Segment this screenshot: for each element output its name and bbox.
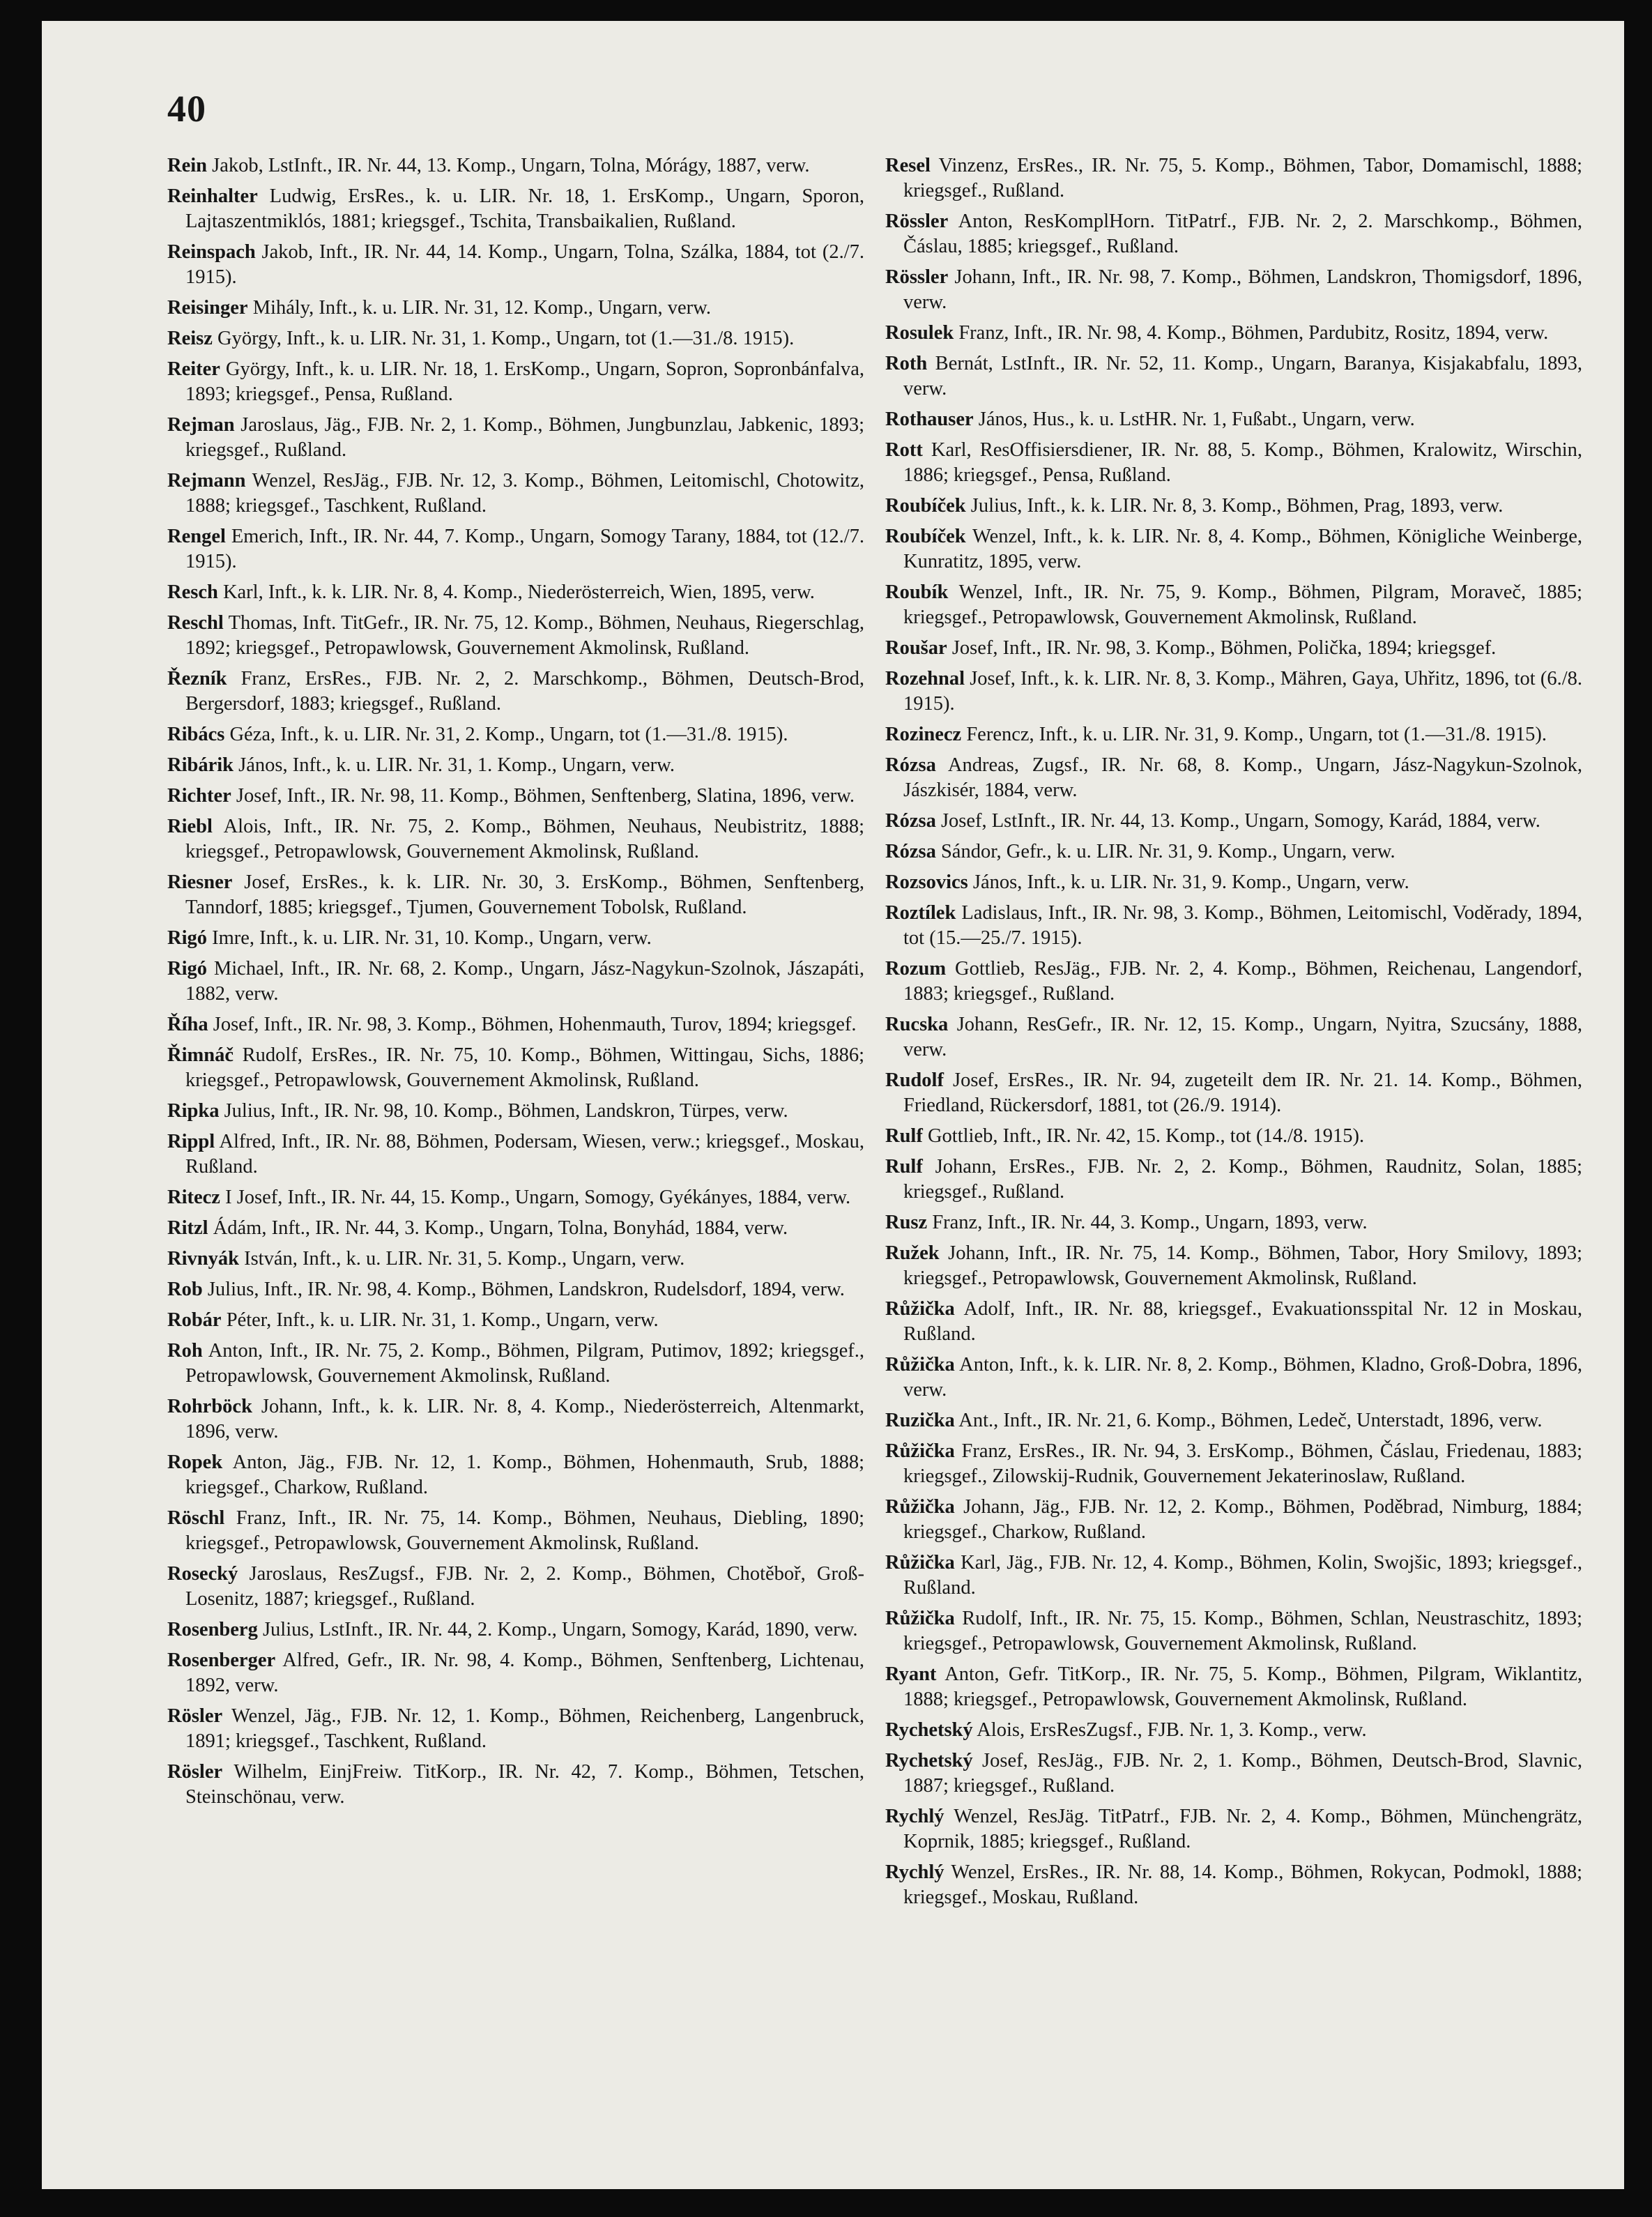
entry-details: Rudolf, Inft., IR. Nr. 75, 15. Komp., Böhmen, Schlan, Neustraschitz, 1893; kriegsgef., Petropawlowsk, Gouvernement Akmolinsk, Rußland. xyxy=(903,1608,1582,1654)
entry-surname: Roth xyxy=(885,353,928,374)
entry-surname: Ritecz xyxy=(167,1187,220,1208)
entry-surname: Roušar xyxy=(885,637,947,659)
entry-details: Péter, Inft., k. u. LIR. Nr. 31, 1. Komp., Ungarn, verw. xyxy=(221,1309,659,1331)
entry-surname: Rivnyák xyxy=(167,1248,239,1270)
entry-surname: Ruzička xyxy=(885,1410,955,1431)
entry-details: Anton, Inft., IR. Nr. 75, 2. Komp., Böhmen, Pilgram, Putimov, 1892; kriegsgef., Petropawlowsk, Gouvernement Akmolinsk, Rußland. xyxy=(185,1340,864,1387)
list-entry xyxy=(885,1297,1582,1347)
entry-surname: Rozum xyxy=(885,958,947,980)
entry-details: Johann, ErsRes., FJB. Nr. 2, 2. Komp., Böhmen, Raudnitz, Solan, 1885; kriegsgef., Rußland. xyxy=(903,1156,1582,1203)
list-entry xyxy=(167,1308,864,1333)
entry-details: György, Inft., k. u. LIR. Nr. 31, 1. Komp., Ungarn, tot (1.—31./8. 1915). xyxy=(212,328,795,349)
entry-surname: Rothauser xyxy=(885,409,974,430)
entry-details: Josef, Inft., IR. Nr. 98, 3. Komp., Böhmen, Polička, 1894; kriegsgef. xyxy=(947,637,1497,659)
entry-details: Alois, Inft., IR. Nr. 75, 2. Komp., Böhmen, Neuhaus, Neubistritz, 1888; kriegsgef., Petropawlowsk, Gouvernement Akmolinsk, Rußland. xyxy=(185,816,864,862)
list-entry xyxy=(167,870,864,920)
list-entry xyxy=(885,666,1582,717)
entry-surname: Rulf xyxy=(885,1156,923,1178)
entry-details: György, Inft., k. u. LIR. Nr. 18, 1. ErsKomp., Ungarn, Sopron, Sopronbánfalva, 1893; kriegsgef., Pensa, Rußland. xyxy=(185,358,864,405)
list-entry xyxy=(885,636,1582,661)
entry-details: Ladislaus, Inft., IR. Nr. 98, 3. Komp., Böhmen, Leitomischl, Voděrady, 1894, tot (15.—25./7. 1915). xyxy=(903,902,1582,949)
entry-details: Anton, Gefr. TitKorp., IR. Nr. 75, 5. Komp., Böhmen, Pilgram, Wiklantitz, 1888; kriegsgef., Petropawlowsk, Gouvernement Akmolinsk, Rußland. xyxy=(903,1663,1582,1710)
entry-details: Johann, Inft., IR. Nr. 75, 14. Komp., Böhmen, Tabor, Hory Smilovy, 1893; kriegsgef., Petropawlowsk, Gouvernement Akmolinsk, Rußland. xyxy=(903,1242,1582,1289)
entry-surname: Riesner xyxy=(167,871,233,893)
entry-surname: Rosenberg xyxy=(167,1619,258,1640)
entry-surname: Rudolf xyxy=(885,1069,944,1091)
entry-details: Julius, Inft., IR. Nr. 98, 4. Komp., Böhmen, Landskron, Rudelsdorf, 1894, verw. xyxy=(202,1279,845,1300)
entry-surname: Rychlý xyxy=(885,1806,944,1827)
list-entry xyxy=(167,1704,864,1754)
page-number: 40 xyxy=(167,88,206,130)
entry-details: Michael, Inft., IR. Nr. 68, 2. Komp., Ungarn, Jász-Nagykun-Szolnok, Jászapáti, 1882, verw. xyxy=(185,958,864,1005)
list-entry xyxy=(167,1216,864,1241)
entry-surname: Rössler xyxy=(885,211,949,232)
entry-details: Wenzel, Inft., IR. Nr. 75, 9. Komp., Böhmen, Pilgram, Moraveč, 1885; kriegsgef., Petropawlowsk, Gouvernement Akmolinsk, Rußland. xyxy=(903,581,1582,628)
entry-details: Wenzel, ResJäg., FJB. Nr. 12, 3. Komp., Böhmen, Leitomischl, Chotowitz, 1888; kriegsgef., Taschkent, Rußland. xyxy=(185,470,864,517)
entry-surname: Ribárik xyxy=(167,754,234,776)
entry-details: Emerich, Inft., IR. Nr. 44, 7. Komp., Ungarn, Somogy Tarany, 1884, tot (12./7. 1915). xyxy=(185,526,864,572)
list-entry xyxy=(885,265,1582,315)
entry-surname: Rosulek xyxy=(885,322,954,344)
list-entry xyxy=(167,468,864,519)
list-entry xyxy=(885,870,1582,895)
entry-details: Wenzel, Inft., k. k. LIR. Nr. 8, 4. Komp., Böhmen, Königliche Weinberge, Kunratitz, 1895, verw. xyxy=(903,526,1582,572)
entry-details: Anton, Jäg., FJB. Nr. 12, 1. Komp., Böhmen, Hohenmauth, Srub, 1888; kriegsgef., Charkow, Rußland. xyxy=(185,1452,864,1498)
entry-surname: Rohrböck xyxy=(167,1396,252,1417)
list-entry xyxy=(885,1860,1582,1910)
entry-surname: Ružek xyxy=(885,1242,940,1264)
list-entry xyxy=(167,1012,864,1037)
list-entry xyxy=(885,1353,1582,1403)
entry-surname: Rusz xyxy=(885,1212,928,1233)
entry-surname: Růžička xyxy=(885,1608,955,1629)
entry-details: Imre, Inft., k. u. LIR. Nr. 31, 10. Komp., Ungarn, verw. xyxy=(207,927,652,949)
list-entry xyxy=(167,1185,864,1210)
entry-details: Josef, LstInft., IR. Nr. 44, 13. Komp., Ungarn, Somogy, Karád, 1884, verw. xyxy=(935,810,1540,832)
entry-surname: Reisz xyxy=(167,328,213,349)
entry-surname: Reinhalter xyxy=(167,185,258,207)
entry-details: Andreas, Zugsf., IR. Nr. 68, 8. Komp., Ungarn, Jász-Nagykun-Szolnok, Jászkisér, 1884, verw. xyxy=(903,754,1582,801)
list-entry xyxy=(167,753,864,778)
list-entry xyxy=(885,1495,1582,1545)
entry-surname: Resel xyxy=(885,155,931,176)
entry-surname: Rigó xyxy=(167,927,207,949)
entry-details: Johann, Jäg., FJB. Nr. 12, 2. Komp., Böhmen, Poděbrad, Nimburg, 1884; kriegsgef., Charkow, Rußland. xyxy=(903,1496,1582,1543)
list-entry xyxy=(885,1408,1582,1433)
list-entry xyxy=(885,839,1582,864)
entry-details: Anton, ResKomplHorn. TitPatrf., FJB. Nr. 2, 2. Marschkomp., Böhmen, Čáslau, 1885; kriegsgef., Rußland. xyxy=(903,211,1582,257)
entry-surname: Roubík xyxy=(885,581,949,603)
entry-surname: Rózsa xyxy=(885,841,936,862)
entry-surname: Rössler xyxy=(885,266,949,288)
entry-surname: Reisinger xyxy=(167,297,248,319)
entry-surname: Rychetský xyxy=(885,1719,973,1741)
entry-details: Rudolf, ErsRes., IR. Nr. 75, 10. Komp., Böhmen, Wittingau, Sichs, 1886; kriegsgef., Petropawlowsk, Gouvernement Akmolinsk, Rußland. xyxy=(185,1044,864,1091)
list-entry xyxy=(167,357,864,407)
entry-details: I Josef, Inft., IR. Nr. 44, 15. Komp., Ungarn, Somogy, Gyékányes, 1884, verw. xyxy=(220,1187,851,1208)
entry-details: Josef, ResJäg., FJB. Nr. 2, 1. Komp., Böhmen, Deutsch-Brod, Slavnic, 1887; kriegsgef., Rußland. xyxy=(903,1750,1582,1797)
list-entry xyxy=(885,1241,1582,1291)
entry-details: Franz, Inft., IR. Nr. 75, 14. Komp., Böhmen, Neuhaus, Diebling, 1890; kriegsgef., Petropawlowsk, Gouvernement Akmolinsk, Rußland. xyxy=(185,1507,864,1554)
entry-surname: Říha xyxy=(167,1014,208,1035)
entry-surname: Rosenberger xyxy=(167,1650,276,1671)
entry-surname: Reschl xyxy=(167,612,224,634)
entry-details: Gottlieb, Inft., IR. Nr. 42, 15. Komp., tot (14./8. 1915). xyxy=(922,1125,1365,1147)
list-entry xyxy=(167,1129,864,1180)
entry-details: János, Inft., k. u. LIR. Nr. 31, 9. Komp., Ungarn, verw. xyxy=(968,871,1409,893)
entry-details: Sándor, Gefr., k. u. LIR. Nr. 31, 9. Komp., Ungarn, verw. xyxy=(935,841,1395,862)
list-entry xyxy=(167,184,864,234)
list-entry xyxy=(885,1606,1582,1656)
list-entry xyxy=(885,1804,1582,1854)
list-entry xyxy=(885,494,1582,519)
entry-details: Johann, ResGefr., IR. Nr. 12, 15. Komp., Ungarn, Nyitra, Szucsány, 1888, verw. xyxy=(903,1014,1582,1060)
entry-surname: Řimnáč xyxy=(167,1044,234,1066)
entry-details: Karl, Jäg., FJB. Nr. 12, 4. Komp., Böhmen, Kolin, Swojšic, 1893; kriegsgef., Rußland. xyxy=(903,1552,1582,1599)
list-entry xyxy=(885,407,1582,432)
entry-surname: Řezník xyxy=(167,668,227,690)
list-entry xyxy=(167,1339,864,1389)
entry-surname: Reiter xyxy=(167,358,220,380)
list-entry xyxy=(167,326,864,351)
entry-details: Franz, ErsRes., FJB. Nr. 2, 2. Marschkomp., Böhmen, Deutsch-Brod, Bergersdorf, 1883; kriegsgef., Rußland. xyxy=(185,668,864,715)
list-entry xyxy=(167,1760,864,1810)
entry-surname: Rozehnal xyxy=(885,668,965,690)
entry-surname: Rob xyxy=(167,1279,203,1300)
entry-details: Thomas, Inft. TitGefr., IR. Nr. 75, 12. Komp., Böhmen, Neuhaus, Riegerschlag, 1892; kriegsgef., Petropawlowsk, Gouvernement Akmolinsk, Rußland. xyxy=(185,612,864,659)
entry-details: Julius, Inft., k. k. LIR. Nr. 8, 3. Komp., Böhmen, Prag, 1893, verw. xyxy=(965,495,1504,517)
entry-surname: Ropek xyxy=(167,1452,223,1473)
entry-surname: Rott xyxy=(885,439,923,461)
list-entry xyxy=(885,1718,1582,1743)
entry-surname: Rippl xyxy=(167,1131,215,1152)
list-entry xyxy=(167,240,864,290)
list-entry xyxy=(885,524,1582,574)
entry-details: Josef, Inft., k. k. LIR. Nr. 8, 3. Komp., Mähren, Gaya, Uhřitz, 1896, tot (6./8. 1915). xyxy=(903,668,1582,715)
entry-surname: Růžička xyxy=(885,1496,955,1518)
entry-details: János, Hus., k. u. LstHR. Nr. 1, Fußabt., Ungarn, verw. xyxy=(973,409,1415,430)
entry-details: Josef, ErsRes., k. k. LIR. Nr. 30, 3. ErsKomp., Böhmen, Senftenberg, Tanndorf, 1885; kriegsgef., Tjumen, Gouvernement Tobolsk, Rußland. xyxy=(185,871,864,918)
list-entry xyxy=(885,1439,1582,1489)
entry-surname: Rózsa xyxy=(885,754,936,776)
list-entry xyxy=(167,1617,864,1643)
list-entry xyxy=(167,296,864,321)
entry-details: Franz, Inft., IR. Nr. 44, 3. Komp., Ungarn, 1893, verw. xyxy=(927,1212,1368,1233)
list-entry xyxy=(885,957,1582,1007)
entry-details: Jaroslaus, Jäg., FJB. Nr. 2, 1. Komp., Böhmen, Jungbunzlau, Jabkenic, 1893; kriegsgef., Rußland. xyxy=(185,414,864,461)
list-entry xyxy=(885,1124,1582,1149)
entry-details: Jakob, LstInft., IR. Nr. 44, 13. Komp., Ungarn, Tolna, Mórágy, 1887, verw. xyxy=(207,155,810,176)
entry-details: Ludwig, ErsRes., k. u. LIR. Nr. 18, 1. ErsKomp., Ungarn, Sporon, Lajtaszentmiklós, 1881; kriegsgef., Tschita, Transbaikalien, Rußland. xyxy=(185,185,864,232)
entry-details: Wilhelm, EinjFreiw. TitKorp., IR. Nr. 42, 7. Komp., Böhmen, Tetschen, Steinschönau, verw. xyxy=(185,1761,864,1808)
entry-details: Julius, Inft., IR. Nr. 98, 10. Komp., Böhmen, Landskron, Türpes, verw. xyxy=(219,1100,788,1122)
entry-surname: Rosecký xyxy=(167,1563,238,1585)
entry-details: Josef, ErsRes., IR. Nr. 94, zugeteilt dem IR. Nr. 21. 14. Komp., Böhmen, Friedland, Rückersdorf, 1881, tot (26./9. 1914). xyxy=(903,1069,1582,1116)
list-entry xyxy=(885,1749,1582,1799)
entry-details: Wenzel, Jäg., FJB. Nr. 12, 1. Komp., Böhmen, Reichenberg, Langenbruck, 1891; kriegsgef., Taschkent, Rußland. xyxy=(185,1705,864,1752)
entry-details: Alfred, Gefr., IR. Nr. 98, 4. Komp., Böhmen, Senftenberg, Lichtenau, 1892, verw. xyxy=(185,1650,864,1696)
document-page xyxy=(42,21,1624,2189)
list-entry xyxy=(167,413,864,463)
entry-surname: Roztílek xyxy=(885,902,956,924)
list-entry xyxy=(167,1450,864,1500)
list-entry xyxy=(885,1551,1582,1601)
list-entry xyxy=(167,926,864,951)
list-entry xyxy=(167,153,864,178)
entry-surname: Roubíček xyxy=(885,495,966,517)
list-entry xyxy=(167,1247,864,1272)
entry-surname: Rozsovics xyxy=(885,871,968,893)
entry-details: János, Inft., k. u. LIR. Nr. 31, 1. Komp., Ungarn, verw. xyxy=(234,754,675,776)
list-entry xyxy=(167,1043,864,1093)
entry-surname: Reinspach xyxy=(167,241,256,263)
list-entry xyxy=(885,1012,1582,1062)
entry-details: Bernát, LstInft., IR. Nr. 52, 11. Komp., Ungarn, Baranya, Kisjakabfalu, 1893, verw. xyxy=(903,353,1582,399)
list-entry xyxy=(167,1277,864,1302)
entry-details: Josef, Inft., IR. Nr. 98, 3. Komp., Böhmen, Hohenmauth, Turov, 1894; kriegsgef. xyxy=(208,1014,857,1035)
entry-details: Wenzel, ErsRes., IR. Nr. 88, 14. Komp., Böhmen, Rokycan, Podmokl, 1888; kriegsgef., Moskau, Rußland. xyxy=(903,1861,1582,1908)
entry-details: Gottlieb, ResJäg., FJB. Nr. 2, 4. Komp., Böhmen, Reichenau, Langendorf, 1883; kriegsgef., Rußland. xyxy=(903,958,1582,1005)
list-entry xyxy=(167,611,864,661)
entry-surname: Rengel xyxy=(167,526,226,547)
list-entry xyxy=(885,321,1582,346)
entry-surname: Ritzl xyxy=(167,1217,208,1239)
list-entry xyxy=(167,1394,864,1445)
entry-surname: Rejmann xyxy=(167,470,246,492)
entry-details: Wenzel, ResJäg. TitPatrf., FJB. Nr. 2, 4. Komp., Böhmen, Münchengrätz, Koprnik, 1885; kriegsgef., Rußland. xyxy=(903,1806,1582,1852)
entry-details: Karl, ResOffisiersdiener, IR. Nr. 88, 5. Komp., Böhmen, Kralowitz, Wirschin, 1886; kriegsgef., Pensa, Rußland. xyxy=(903,439,1582,486)
entry-details: Franz, Inft., IR. Nr. 98, 4. Komp., Böhmen, Pardubitz, Rositz, 1894, verw. xyxy=(954,322,1549,344)
list-entry xyxy=(167,1562,864,1612)
entry-surname: Růžička xyxy=(885,1354,955,1376)
list-entry xyxy=(885,580,1582,630)
entry-surname: Rychlý xyxy=(885,1861,944,1883)
list-entry xyxy=(885,1662,1582,1712)
entry-surname: Růžička xyxy=(885,1552,955,1574)
list-entry xyxy=(167,1648,864,1698)
list-entry xyxy=(885,1210,1582,1235)
entry-surname: Růžička xyxy=(885,1298,955,1320)
entry-details: Vinzenz, ErsRes., IR. Nr. 75, 5. Komp., Böhmen, Tabor, Domamischl, 1888; kriegsgef., Rußland. xyxy=(903,155,1582,201)
entry-surname: Rejman xyxy=(167,414,235,436)
entry-surname: Rózsa xyxy=(885,810,936,832)
entry-surname: Ripka xyxy=(167,1100,220,1122)
entry-details: Franz, ErsRes., IR. Nr. 94, 3. ErsKomp., Böhmen, Čáslau, Friedenau, 1883; kriegsgef., Zilowskij-Rudnik, Gouvernement Jekaterinoslaw, Rußland. xyxy=(903,1440,1582,1487)
entry-details: Ádám, Inft., IR. Nr. 44, 3. Komp., Ungarn, Tolna, Bonyhád, 1884, verw. xyxy=(208,1217,788,1239)
entry-surname: Rucska xyxy=(885,1014,949,1035)
entry-surname: Robár xyxy=(167,1309,222,1331)
entry-details: Ferencz, Inft., k. u. LIR. Nr. 31, 9. Komp., Ungarn, tot (1.—31./8. 1915). xyxy=(961,724,1547,745)
entry-surname: Rulf xyxy=(885,1125,923,1147)
entry-details: Alois, ErsResZugsf., FJB. Nr. 1, 3. Komp., verw. xyxy=(972,1719,1367,1741)
entry-surname: Riebl xyxy=(167,816,213,837)
entry-details: Mihály, Inft., k. u. LIR. Nr. 31, 12. Komp., Ungarn, verw. xyxy=(247,297,711,319)
entry-details: Johann, Inft., IR. Nr. 98, 7. Komp., Böhmen, Landskron, Thomigsdorf, 1896, verw. xyxy=(903,266,1582,313)
entry-details: Johann, Inft., k. k. LIR. Nr. 8, 4. Komp., Niederösterreich, Altenmarkt, 1896, verw. xyxy=(185,1396,864,1442)
entry-surname: Rösler xyxy=(167,1761,223,1783)
entry-details: István, Inft., k. u. LIR. Nr. 31, 5. Komp., Ungarn, verw. xyxy=(238,1248,685,1270)
entry-surname: Rein xyxy=(167,155,207,176)
entry-surname: Röschl xyxy=(167,1507,225,1529)
list-entry xyxy=(885,722,1582,747)
entry-surname: Roubíček xyxy=(885,526,966,547)
left-column xyxy=(167,153,864,1815)
entry-surname: Resch xyxy=(167,581,218,603)
entry-details: Josef, Inft., IR. Nr. 98, 11. Komp., Böhmen, Senftenberg, Slatina, 1896, verw. xyxy=(231,785,855,807)
entry-details: Julius, LstInft., IR. Nr. 44, 2. Komp., Ungarn, Somogy, Karád, 1890, verw. xyxy=(257,1619,858,1640)
entry-details: Ant., Inft., IR. Nr. 21, 6. Komp., Böhmen, Ledeč, Unterstadt, 1896, verw. xyxy=(954,1410,1543,1431)
entry-details: Anton, Inft., k. k. LIR. Nr. 8, 2. Komp., Böhmen, Kladno, Groß-Dobra, 1896, verw. xyxy=(903,1354,1582,1401)
entry-details: Géza, Inft., k. u. LIR. Nr. 31, 2. Komp., Ungarn, tot (1.—31./8. 1915). xyxy=(224,724,788,745)
list-entry xyxy=(885,438,1582,488)
list-entry xyxy=(167,1506,864,1556)
list-entry xyxy=(167,784,864,809)
list-entry xyxy=(167,722,864,747)
list-entry xyxy=(167,1099,864,1124)
entry-surname: Roh xyxy=(167,1340,203,1362)
list-entry xyxy=(167,580,864,605)
entry-details: Jaroslaus, ResZugsf., FJB. Nr. 2, 2. Komp., Böhmen, Chotěboř, Groß-Losenitz, 1887; kriegsgef., Rußland. xyxy=(185,1563,864,1610)
entry-details: Alfred, Inft., IR. Nr. 88, Böhmen, Podersam, Wiesen, verw.; kriegsgef., Moskau, Rußland. xyxy=(185,1131,864,1178)
list-entry xyxy=(885,209,1582,259)
entry-details: Karl, Inft., k. k. LIR. Nr. 8, 4. Komp., Niederösterreich, Wien, 1895, verw. xyxy=(217,581,815,603)
list-entry xyxy=(885,1068,1582,1118)
list-entry xyxy=(885,153,1582,204)
right-column xyxy=(885,153,1582,1916)
entry-details: Jakob, Inft., IR. Nr. 44, 14. Komp., Ungarn, Tolna, Szálka, 1884, tot (2./7. 1915). xyxy=(185,241,864,288)
list-entry xyxy=(167,957,864,1007)
entry-surname: Rösler xyxy=(167,1705,223,1727)
list-entry xyxy=(885,1155,1582,1205)
entry-surname: Rigó xyxy=(167,958,207,980)
list-entry xyxy=(885,753,1582,803)
entry-surname: Ribács xyxy=(167,724,225,745)
list-entry xyxy=(885,351,1582,402)
list-entry xyxy=(885,809,1582,834)
entry-surname: Růžička xyxy=(885,1440,955,1462)
list-entry xyxy=(167,666,864,717)
list-entry xyxy=(167,524,864,574)
entry-surname: Ryant xyxy=(885,1663,937,1685)
list-entry xyxy=(885,901,1582,951)
entry-surname: Rychetský xyxy=(885,1750,973,1772)
entry-surname: Richter xyxy=(167,785,231,807)
entry-details: Adolf, Inft., IR. Nr. 88, kriegsgef., Evakuationsspital Nr. 12 in Moskau, Rußland. xyxy=(903,1298,1582,1345)
entry-surname: Rozinecz xyxy=(885,724,962,745)
list-entry xyxy=(167,814,864,864)
